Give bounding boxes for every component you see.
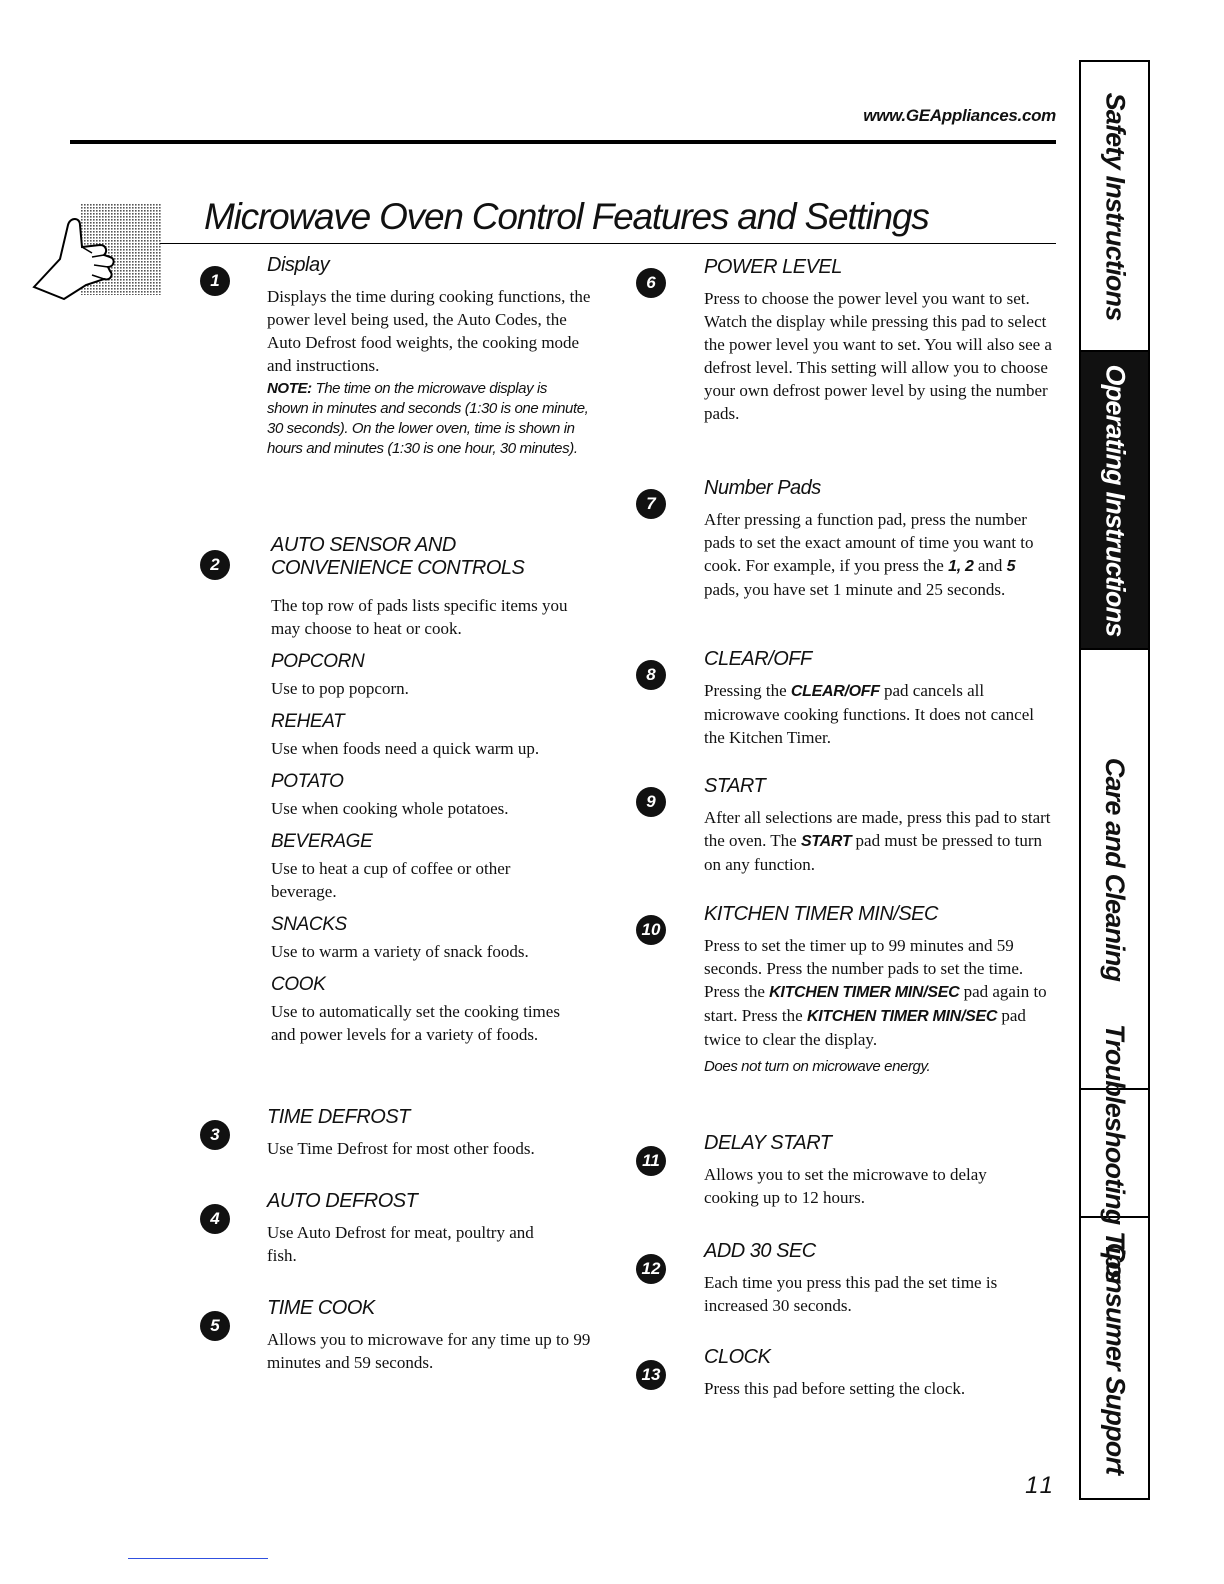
feature-body <box>704 508 1054 601</box>
feature-title: DELAY START <box>704 1132 832 1154</box>
feature-body: Allows you to set the microwave to delay cooking up to 12 hours. <box>704 1165 987 1207</box>
number-badge: 7 <box>636 489 666 519</box>
feature-title: AUTO SENSOR AND CONVENIENCE CONTROLS <box>271 534 525 579</box>
number-badge: 9 <box>636 787 666 817</box>
feature-title: TIME DEFROST <box>267 1106 410 1128</box>
note-text: The time on the microwave display is shown in minutes and seconds (1:30 is one minute, 30 seconds). On the lower oven, time is shown in hours and minutes (1:30 is one hour, 30 minutes). <box>267 380 589 457</box>
feature-add-30-sec <box>636 1240 1066 1317</box>
footer-rule <box>128 1558 268 1559</box>
title-rule <box>160 243 1056 244</box>
number-badge: 8 <box>636 660 666 690</box>
bold-text: 5 <box>1006 558 1016 575</box>
subitem-title: POTATO <box>271 771 344 792</box>
feature-power-level <box>636 256 1066 425</box>
feature-body: Use Time Defrost for most other foods. <box>267 1139 535 1158</box>
feature-time-cook <box>200 1297 620 1374</box>
text-segment: Pressing the <box>704 681 791 700</box>
subitem-title: BEVERAGE <box>271 831 373 852</box>
bold-text: START <box>800 833 852 850</box>
feature-time-defrost <box>200 1106 600 1160</box>
feature-start <box>636 775 1066 876</box>
note-label: NOTE: <box>267 380 312 397</box>
bold-text: 1, 2 <box>948 558 974 575</box>
feature-note: Does not turn on microwave energy. <box>704 1058 931 1075</box>
text-segment: After pressing a function pad, press the number pads to set the exact amount of time you want to cook. For example, if you press the <box>704 510 1034 575</box>
subitem-title: SNACKS <box>271 914 347 935</box>
tab-operating-instructions[interactable] <box>1081 352 1148 650</box>
header-rule <box>70 140 1056 144</box>
subitem-snacks <box>271 913 596 963</box>
tab-label: Safety Instructions <box>1100 92 1131 320</box>
text-segment: pad again to start. Press the <box>704 982 1047 1025</box>
feature-title: ADD 30 SEC <box>704 1240 816 1262</box>
number-badge: 4 <box>200 1204 230 1234</box>
tab-consumer-support[interactable] <box>1081 1218 1148 1498</box>
feature-note <box>267 379 592 459</box>
feature-title: START <box>704 775 766 797</box>
feature-title: Display <box>267 254 330 276</box>
subitem-reheat <box>271 710 596 760</box>
bold-text: KITCHEN TIMER MIN/SEC <box>806 1008 998 1025</box>
feature-body: The top row of pads lists specific items you may choose to heat or cook. <box>271 596 568 638</box>
feature-clock <box>636 1346 1066 1400</box>
page-number: 11 <box>1025 1472 1056 1499</box>
feature-body: Displays the time during cooking functions, the power level being used, the Auto Codes, the Auto Defrost food weights, the cooking mode and instructions. <box>267 287 591 375</box>
feature-title: KITCHEN TIMER MIN/SEC <box>704 903 938 925</box>
feature-title: AUTO DEFROST <box>267 1190 418 1212</box>
website-url: www.GEAppliances.com <box>863 106 1056 125</box>
subitem-cook <box>271 973 596 1046</box>
tab-label: Care and Cleaning <box>1100 757 1130 981</box>
feature-body: Allows you to microwave for any time up to 99 minutes and 59 seconds. <box>267 1330 591 1372</box>
feature-title: CLEAR/OFF <box>704 648 812 670</box>
feature-title: CLOCK <box>704 1346 771 1368</box>
feature-number-pads <box>636 477 1066 601</box>
feature-kitchen-timer <box>636 903 1066 1077</box>
subitem-body: Use to warm a variety of snack foods. <box>271 942 529 961</box>
number-badge: 11 <box>636 1146 666 1176</box>
feature-display <box>200 254 600 459</box>
bold-text: CLEAR/OFF <box>790 683 880 700</box>
subitem-beverage <box>271 830 596 903</box>
subitem-body: Use when foods need a quick warm up. <box>271 739 540 758</box>
tab-label: Consumer Support <box>1100 1242 1131 1474</box>
subitem-title: REHEAT <box>271 711 345 732</box>
text-segment: After all selections are made, press this pad to start the oven. The <box>704 808 1051 850</box>
number-badge: 13 <box>636 1360 666 1390</box>
feature-body <box>704 679 1054 749</box>
tab-label: Troubleshooting Tips <box>1100 1023 1130 1283</box>
number-badge: 6 <box>636 268 666 298</box>
subitem-body: Use to heat a cup of coffee or other beverage. <box>271 859 511 901</box>
text-segment: pad twice to clear the display. <box>704 1006 1026 1049</box>
feature-body: Use Auto Defrost for meat, poultry and fish. <box>267 1223 534 1265</box>
tab-safety-instructions[interactable] <box>1081 62 1148 352</box>
text-segment: and <box>973 556 1007 575</box>
text-segment: pad cancels all microwave cooking functions. It does not cancel the Kitchen Timer. <box>704 681 1034 747</box>
subitem-body: Use to pop popcorn. <box>271 679 409 698</box>
feature-title: TIME COOK <box>267 1297 375 1319</box>
text-segment: pad must be pressed to turn on any function. <box>704 831 1043 874</box>
hand-pointing-icon <box>30 195 165 305</box>
feature-body <box>704 806 1054 876</box>
subitem-body: Use when cooking whole potatoes. <box>271 799 509 818</box>
subitem-potato <box>271 770 596 820</box>
number-badge: 12 <box>636 1254 666 1284</box>
subitem-body: Use to automatically set the cooking times and power levels for a variety of foods. <box>271 1002 560 1044</box>
section-tabs <box>1079 60 1150 1500</box>
feature-body: Press to choose the power level you want to set. Watch the display while pressing this pad to select the power level you want to set. You will also see a defrost level. This setting will allow you to choose your own defrost power level by using the number pads. <box>704 289 1052 423</box>
feature-body <box>704 934 1059 1051</box>
feature-delay-start <box>636 1132 1066 1209</box>
subitem-title: COOK <box>271 974 326 995</box>
tab-troubleshooting-tips[interactable] <box>1081 1023 1148 1283</box>
feature-body: Press this pad before setting the clock. <box>704 1379 966 1398</box>
text-segment: Press to set the timer up to 99 minutes and 59 seconds. Press the number pads to set the time. Press the <box>704 936 1024 1001</box>
text-segment: pads, you have set 1 minute and 25 seconds. <box>704 580 1006 599</box>
feature-title: Number Pads <box>704 477 821 499</box>
number-badge: 1 <box>200 266 230 296</box>
tab-label: Operating Instructions <box>1100 364 1130 636</box>
bold-text: KITCHEN TIMER MIN/SEC <box>769 984 960 1001</box>
feature-auto-defrost <box>200 1190 600 1267</box>
subitem-popcorn <box>271 650 596 700</box>
feature-auto-sensor <box>200 534 600 1046</box>
page-title: Microwave Oven Control Features and Settings <box>204 196 929 237</box>
feature-title: POWER LEVEL <box>704 256 842 278</box>
subitem-title: POPCORN <box>271 651 365 672</box>
number-badge: 5 <box>200 1311 230 1341</box>
number-badge: 10 <box>636 915 666 945</box>
feature-clear-off <box>636 648 1066 749</box>
number-badge: 3 <box>200 1120 230 1150</box>
number-badge: 2 <box>200 550 230 580</box>
feature-body: Each time you press this pad the set time is increased 30 seconds. <box>704 1273 998 1315</box>
